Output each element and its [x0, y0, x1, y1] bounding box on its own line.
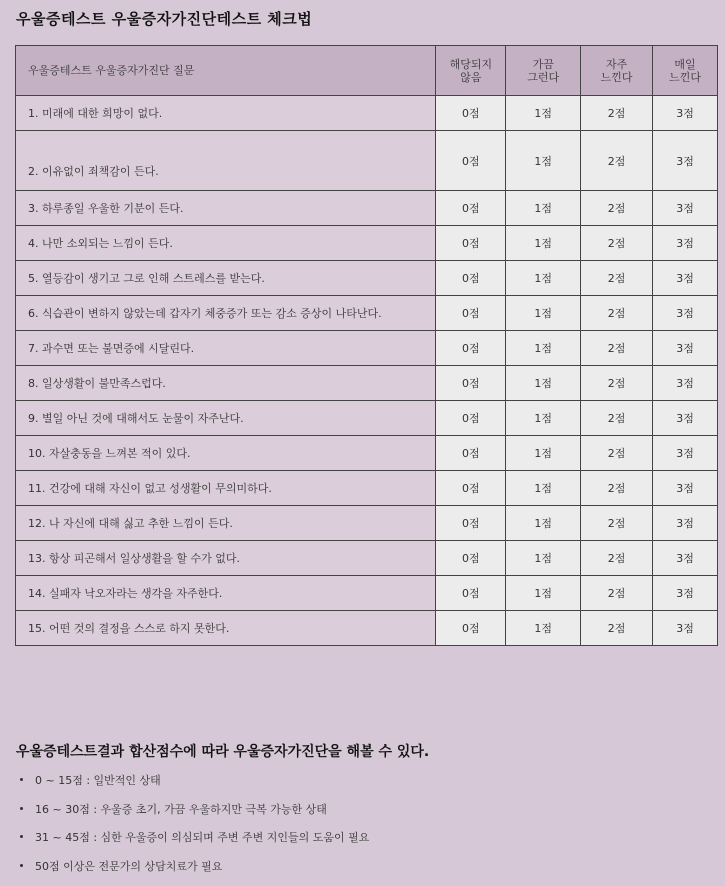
result-text: 31 ~ 45점 : 심한 우울증이 의심되며 주변 주변 지인들의 도움이 필요 — [35, 831, 370, 844]
score-cell: 1점 — [506, 191, 581, 226]
score-cell: 2점 — [581, 576, 653, 611]
question-cell: 9. 별일 아닌 것에 대해서도 눈물이 자주난다. — [16, 401, 436, 436]
depression-checklist-table — [15, 45, 718, 646]
table-row — [16, 436, 718, 471]
score-cell: 0점 — [436, 261, 506, 296]
score-cell: 2점 — [581, 401, 653, 436]
daily-column-header — [653, 46, 718, 96]
page-title: 우울증테스트 우울증자가진단테스트 체크법 — [16, 10, 313, 28]
list-item — [16, 829, 369, 858]
score-cell: 2점 — [581, 331, 653, 366]
result-text: 50점 이상은 전문가의 상담치료가 필요 — [35, 859, 223, 873]
table-row — [16, 366, 718, 401]
score-cell: 2점 — [581, 131, 653, 191]
question-cell: 3. 하루종일 우울한 기분이 든다. — [16, 191, 436, 226]
result-text: 0 ~ 15점 : 일반적인 상태 — [35, 774, 161, 787]
score-cell: 1점 — [506, 226, 581, 261]
list-item — [16, 801, 369, 830]
score-cell: 1점 — [506, 471, 581, 506]
score-cell: 0점 — [436, 611, 506, 646]
score-cell: 0점 — [436, 296, 506, 331]
question-cell: 13. 항상 피곤해서 일상생활을 할 수가 없다. — [16, 541, 436, 576]
header-text: 자주 — [605, 57, 628, 71]
header-text: 가끔 — [532, 57, 554, 71]
score-cell: 2점 — [581, 506, 653, 541]
table-row — [16, 96, 718, 131]
question-cell: 14. 실패자 낙오자라는 생각을 자주한다. — [16, 576, 436, 611]
score-cell: 3점 — [653, 366, 718, 401]
question-cell: 10. 자살충동을 느껴본 적이 있다. — [16, 436, 436, 471]
table-row — [16, 131, 718, 191]
score-cell: 1점 — [506, 506, 581, 541]
score-cell: 3점 — [653, 506, 718, 541]
list-item — [16, 858, 369, 886]
score-cell: 0점 — [436, 191, 506, 226]
score-cell: 0점 — [436, 131, 506, 191]
score-cell: 3점 — [653, 296, 718, 331]
score-cell: 3점 — [653, 611, 718, 646]
table-row — [16, 576, 718, 611]
score-cell: 1점 — [506, 131, 581, 191]
sometimes-column-header — [506, 46, 581, 96]
score-cell: 3점 — [653, 401, 718, 436]
score-cell: 0점 — [436, 401, 506, 436]
score-cell: 1점 — [506, 611, 581, 646]
score-cell: 2점 — [581, 436, 653, 471]
results-list — [16, 772, 369, 886]
score-cell: 3점 — [653, 576, 718, 611]
header-text: 느낀다 — [600, 70, 633, 84]
score-cell: 2점 — [581, 471, 653, 506]
score-cell: 3점 — [653, 131, 718, 191]
score-cell: 0점 — [436, 541, 506, 576]
score-cell: 2점 — [581, 261, 653, 296]
question-column-header: 우울증테스트 우울증자가진단 질문 — [16, 46, 436, 96]
result-text: 16 ~ 30점 : 우울증 초기, 가끔 우울하지만 극복 가능한 상태 — [35, 802, 327, 816]
question-cell: 6. 식습관이 변하지 않았는데 갑자기 체중증가 또는 감소 증상이 나타난다. — [16, 296, 436, 331]
score-cell: 2점 — [581, 226, 653, 261]
question-cell: 4. 나만 소외되는 느낌이 든다. — [16, 226, 436, 261]
score-cell: 3점 — [653, 261, 718, 296]
score-cell: 3점 — [653, 436, 718, 471]
score-cell: 1점 — [506, 576, 581, 611]
bullet-icon — [20, 835, 23, 838]
score-cell: 0점 — [436, 576, 506, 611]
score-cell: 2점 — [581, 191, 653, 226]
score-cell: 1점 — [506, 261, 581, 296]
table-row — [16, 541, 718, 576]
score-cell: 2점 — [581, 96, 653, 131]
list-item — [16, 772, 369, 801]
score-cell: 0점 — [436, 506, 506, 541]
table-row — [16, 611, 718, 646]
score-cell: 3점 — [653, 96, 718, 131]
table-row — [16, 506, 718, 541]
table-row — [16, 471, 718, 506]
score-cell: 3점 — [653, 471, 718, 506]
score-cell: 1점 — [506, 296, 581, 331]
score-cell: 2점 — [581, 296, 653, 331]
table-row — [16, 261, 718, 296]
score-cell: 2점 — [581, 366, 653, 401]
bullet-icon — [20, 807, 23, 810]
score-cell: 2점 — [581, 611, 653, 646]
score-cell: 0점 — [436, 471, 506, 506]
results-title: 우울증테스트결과 합산점수에 따라 우울증자가진단을 해볼 수 있다. — [16, 744, 430, 760]
table-row — [16, 226, 718, 261]
score-cell: 1점 — [506, 96, 581, 131]
question-cell: 5. 열등감이 생기고 그로 인해 스트레스를 받는다. — [16, 261, 436, 296]
question-cell: 8. 일상생활이 불만족스럽다. — [16, 366, 436, 401]
header-text: 않음 — [460, 70, 482, 84]
score-cell: 1점 — [506, 366, 581, 401]
header-text: 느낀다 — [669, 70, 701, 84]
score-cell: 0점 — [436, 436, 506, 471]
table-row — [16, 401, 718, 436]
question-cell: 2. 이유없이 죄책감이 든다. — [16, 131, 436, 191]
often-column-header — [581, 46, 653, 96]
bullet-icon — [20, 778, 23, 781]
score-cell: 0점 — [436, 96, 506, 131]
table-header-row — [16, 46, 718, 96]
score-cell: 1점 — [506, 541, 581, 576]
score-cell: 3점 — [653, 541, 718, 576]
question-cell: 15. 어떤 것의 결정을 스스로 하지 못한다. — [16, 611, 436, 646]
table-row — [16, 191, 718, 226]
header-text: 매일 — [674, 57, 696, 71]
score-cell: 1점 — [506, 331, 581, 366]
score-cell: 0점 — [436, 331, 506, 366]
question-cell: 1. 미래에 대한 희망이 없다. — [16, 96, 436, 131]
question-cell: 12. 나 자신에 대해 싫고 추한 느낌이 든다. — [16, 506, 436, 541]
header-text: 그런다 — [527, 70, 560, 84]
score-cell: 3점 — [653, 191, 718, 226]
header-text: 해당되지 — [449, 57, 493, 71]
score-cell: 1점 — [506, 436, 581, 471]
score-cell: 3점 — [653, 226, 718, 261]
score-cell: 3점 — [653, 331, 718, 366]
question-cell: 11. 건강에 대해 자신이 없고 성생활이 무의미하다. — [16, 471, 436, 506]
bullet-icon — [20, 864, 23, 867]
score-cell: 0점 — [436, 226, 506, 261]
question-cell: 7. 과수면 또는 불면증에 시달린다. — [16, 331, 436, 366]
table-row — [16, 331, 718, 366]
not-applicable-column-header — [436, 46, 506, 96]
table-row — [16, 296, 718, 331]
score-cell: 0점 — [436, 366, 506, 401]
score-cell: 2점 — [581, 541, 653, 576]
score-cell: 1점 — [506, 401, 581, 436]
